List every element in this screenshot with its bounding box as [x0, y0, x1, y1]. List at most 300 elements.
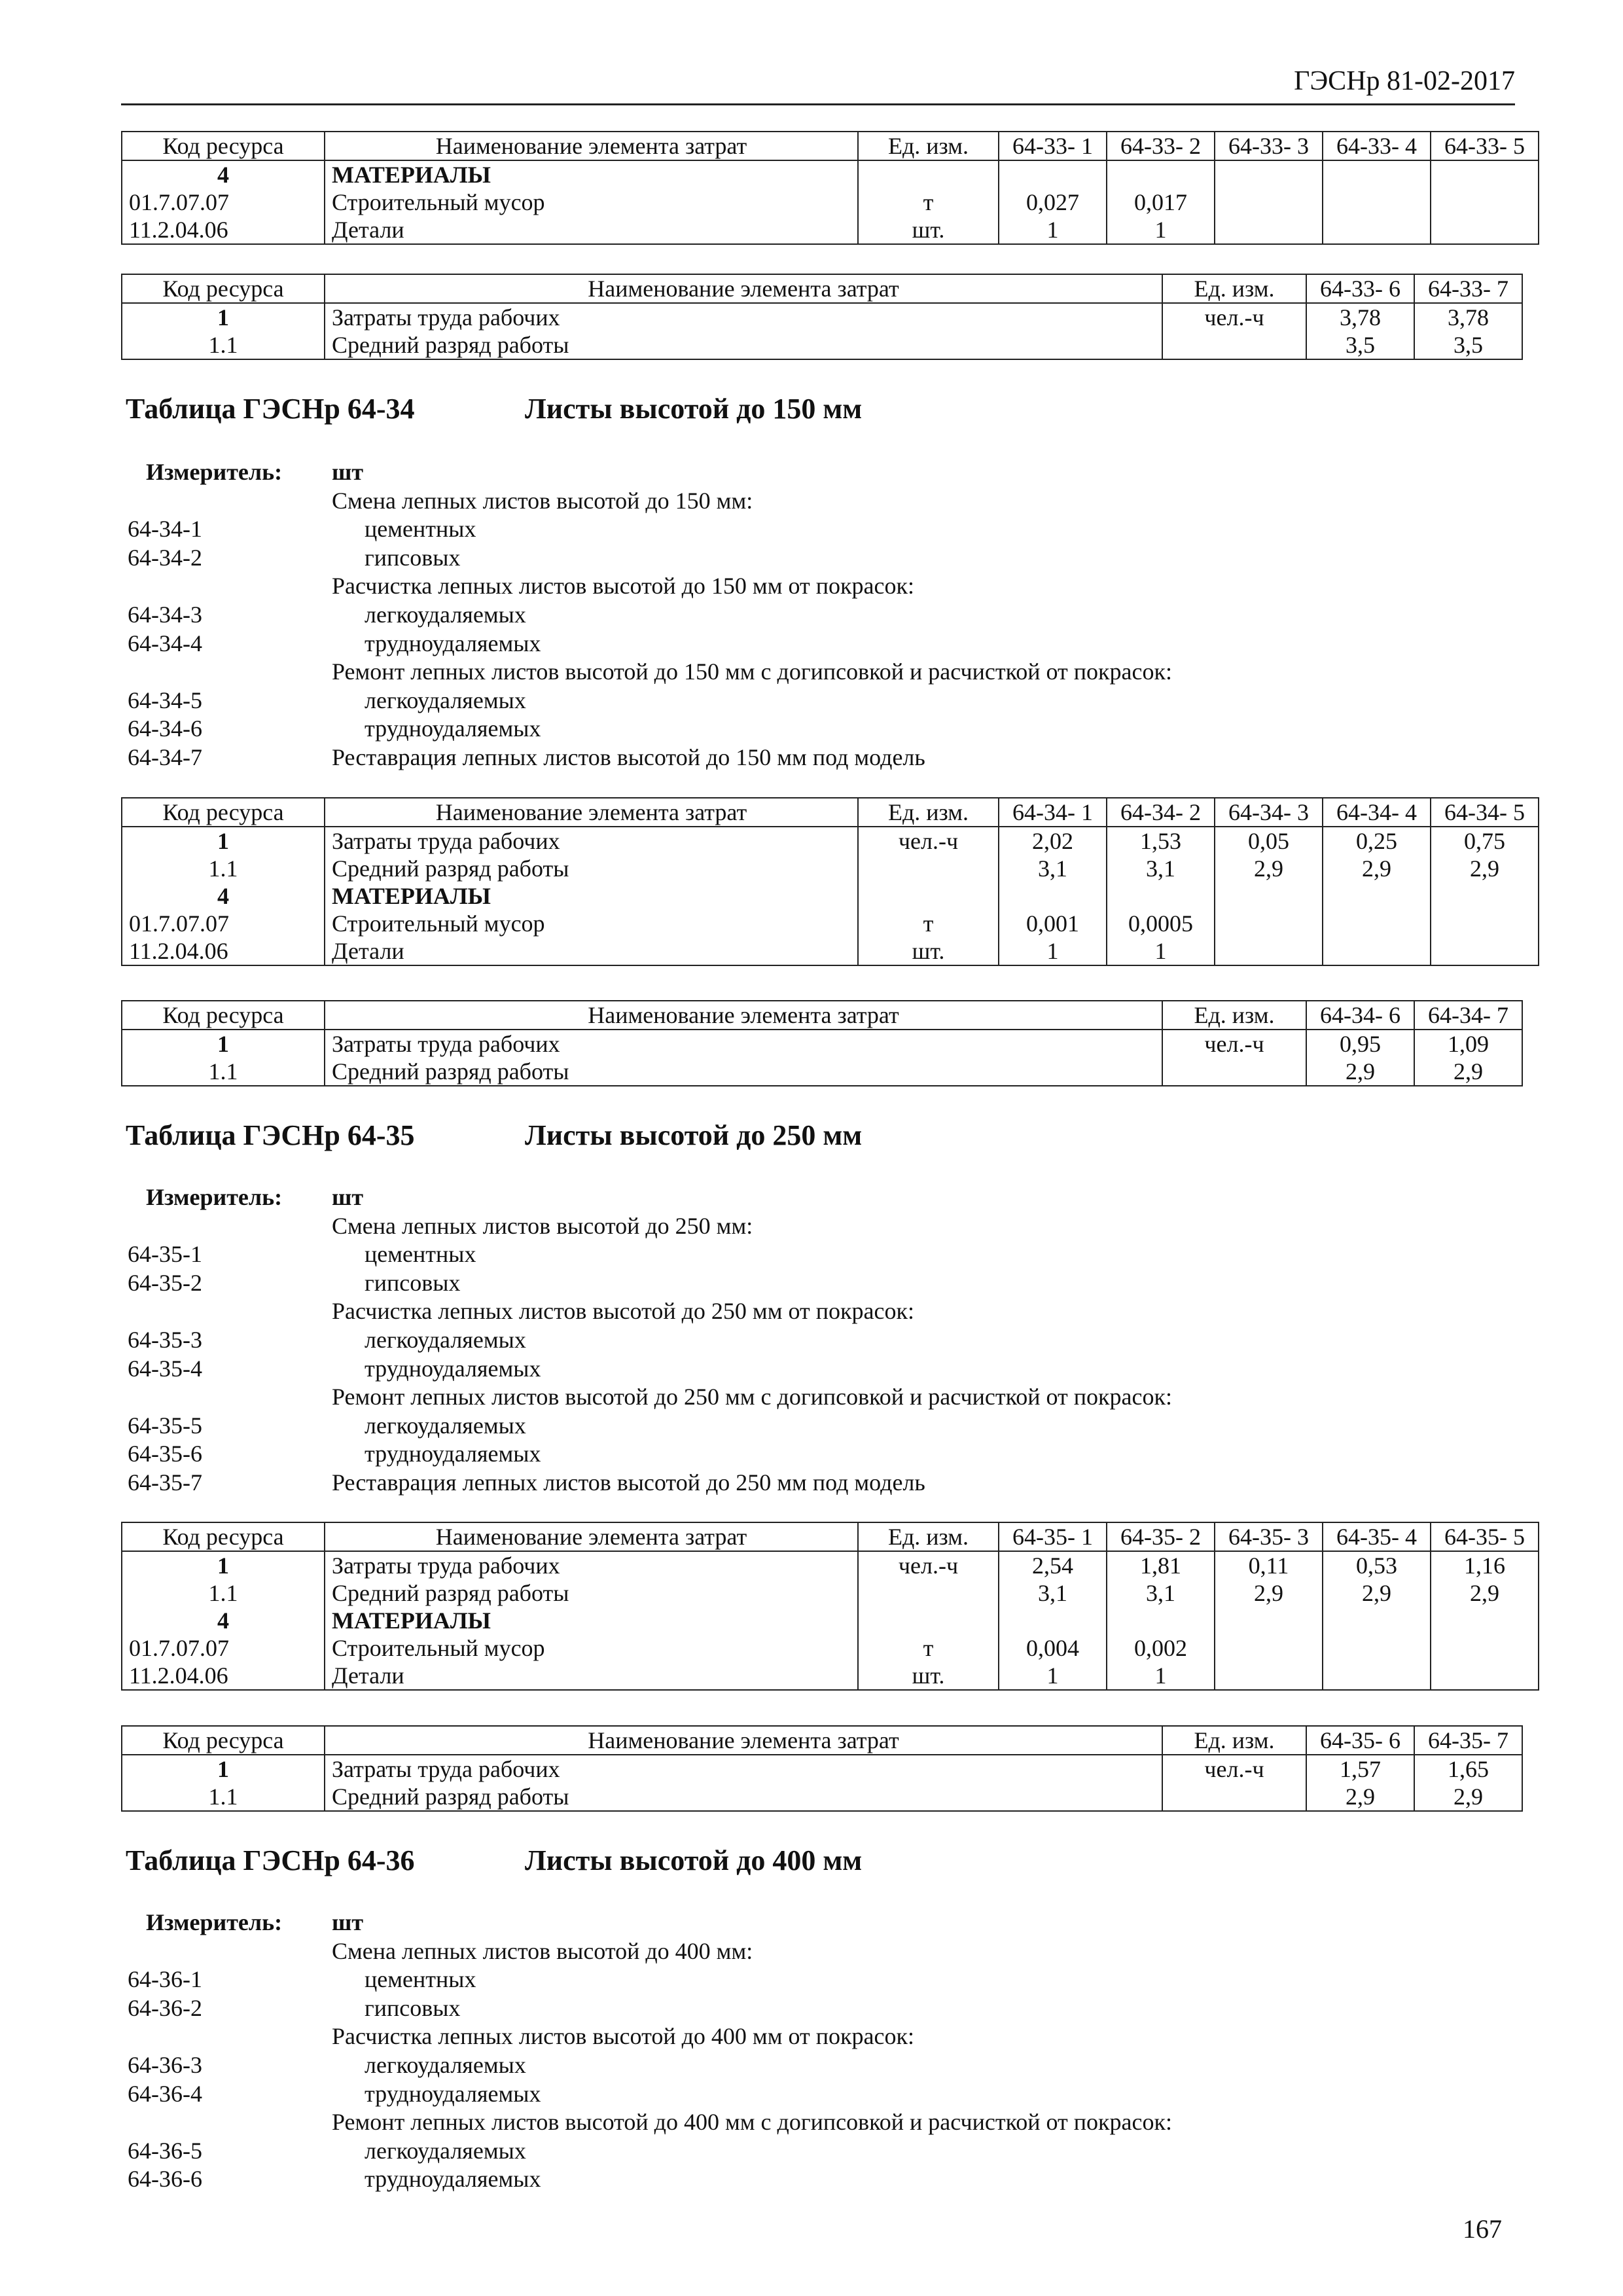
table-cell: Затраты труда рабочих — [325, 827, 858, 855]
table-cell: Строительный мусор — [325, 1634, 858, 1662]
page-header: ГЭСНр 81-02-2017 — [121, 65, 1515, 105]
norm-code: 64-36-2 — [128, 1994, 202, 2021]
table-row — [122, 331, 1522, 359]
table-cell: 11.2.04.06 — [122, 216, 325, 244]
table-row — [122, 303, 1522, 331]
table-cell — [1431, 160, 1539, 188]
description-line — [128, 487, 1502, 516]
table-cell: 3,78 — [1306, 303, 1414, 331]
table-name: Листы высотой до 250 мм — [525, 1119, 863, 1151]
resource-table-64-34-part1 — [121, 797, 1539, 966]
norm-code: 64-35-1 — [128, 1241, 202, 1268]
norm-code: 64-35-7 — [128, 1469, 202, 1496]
description-line — [128, 2137, 1502, 2166]
column-header: Ед. изм. — [858, 798, 999, 827]
column-header: Код ресурса — [122, 274, 325, 303]
column-header: 64-34- 6 — [1306, 1001, 1414, 1030]
norm-code: 64-36-1 — [128, 1966, 202, 1993]
table-cell: Средний разряд работы — [325, 1783, 1162, 1811]
table-cell: 2,9 — [1431, 855, 1539, 882]
table-row — [122, 1030, 1522, 1058]
norm-description: легкоудаляемых — [365, 1326, 526, 1353]
table-cell — [999, 1607, 1107, 1634]
table-cell — [1431, 216, 1539, 244]
table-cell: чел.-ч — [858, 827, 999, 855]
column-header: Ед. изм. — [858, 132, 999, 160]
table-cell — [1215, 910, 1323, 937]
table-cell: 0,001 — [999, 910, 1107, 937]
table-row — [122, 1662, 1539, 1690]
norm-description: трудноудаляемых — [365, 715, 541, 742]
table-cell — [1215, 1634, 1323, 1662]
table-cell: 0,95 — [1306, 1030, 1414, 1058]
norm-code: 64-34-4 — [128, 630, 202, 656]
column-header: 64-35- 3 — [1215, 1522, 1323, 1551]
description-line — [128, 687, 1502, 715]
description-line — [128, 1269, 1502, 1298]
norm-description: цементных — [365, 1966, 476, 1993]
table-cell — [1215, 160, 1323, 188]
table-cell — [1323, 1662, 1431, 1690]
table-cell — [858, 1607, 999, 1634]
description-line — [128, 2022, 1502, 2051]
table-cell: 1 — [122, 1030, 325, 1058]
norm-code: 64-34-7 — [128, 744, 202, 770]
table-header-row — [122, 798, 1539, 827]
column-header: 64-35- 4 — [1323, 1522, 1431, 1551]
table-cell — [1323, 1607, 1431, 1634]
section-description-64-34 — [128, 458, 1502, 772]
norm-code: 64-34-2 — [128, 544, 202, 571]
table-row — [122, 855, 1539, 882]
table-row — [122, 827, 1539, 855]
measure-label: Измеритель: — [146, 1909, 283, 1935]
column-header: Наименование элемента затрат — [325, 1001, 1162, 1030]
table-cell — [999, 882, 1107, 910]
table-cell — [858, 160, 999, 188]
table-cell: 0,25 — [1323, 827, 1431, 855]
norm-description: Ремонт лепных листов высотой до 150 мм с догипсовкой и расчисткой от покрасок: — [332, 658, 1172, 685]
table-cell: 0,002 — [1107, 1634, 1215, 1662]
table-cell: чел.-ч — [1162, 1755, 1306, 1783]
description-line — [128, 1994, 1502, 2023]
table-cell: 2,9 — [1414, 1058, 1522, 1086]
table-cell: 0,75 — [1431, 827, 1539, 855]
table-cell — [858, 855, 999, 882]
column-header: Код ресурса — [122, 132, 325, 160]
table-cell — [1323, 1634, 1431, 1662]
table-cell: 4 — [122, 160, 325, 188]
norm-code: 64-35-5 — [128, 1412, 202, 1439]
table-header-row — [122, 132, 1539, 160]
resource-table-64-35-part1 — [121, 1522, 1539, 1691]
column-header: 64-33- 6 — [1306, 274, 1414, 303]
table-cell: 3,1 — [1107, 1579, 1215, 1607]
section-description-64-36 — [128, 1909, 1502, 2194]
section-title-64-35 — [126, 1119, 863, 1152]
norm-code: 64-34-6 — [128, 715, 202, 742]
table-cell: 1,16 — [1431, 1551, 1539, 1579]
table-cell — [1323, 188, 1431, 216]
column-header: Код ресурса — [122, 798, 325, 827]
table-cell: 2,9 — [1323, 855, 1431, 882]
table-cell: Детали — [325, 1662, 858, 1690]
table-cell: 0,11 — [1215, 1551, 1323, 1579]
table-row — [122, 1607, 1539, 1634]
table-row — [122, 1634, 1539, 1662]
table-cell: Средний разряд работы — [325, 1058, 1162, 1086]
table-cell: 11.2.04.06 — [122, 937, 325, 965]
column-header: Код ресурса — [122, 1726, 325, 1755]
table-cell: 3,1 — [1107, 855, 1215, 882]
column-header: Ед. изм. — [858, 1522, 999, 1551]
description-line — [128, 658, 1502, 687]
table-cell: 2,9 — [1306, 1783, 1414, 1811]
description-line — [128, 1965, 1502, 1994]
measure-row — [128, 1909, 1502, 1937]
table-cell: Затраты труда рабочих — [325, 1755, 1162, 1783]
measure-row — [128, 1183, 1502, 1212]
page-number: 167 — [1463, 2214, 1502, 2244]
description-line — [128, 1212, 1502, 1241]
norm-description: Реставрация лепных листов высотой до 150 мм под модель — [332, 744, 925, 770]
table-cell: 3,5 — [1414, 331, 1522, 359]
table-cell: 2,02 — [999, 827, 1107, 855]
table-cell: 1 — [122, 827, 325, 855]
column-header: 64-34- 4 — [1323, 798, 1431, 827]
table-cell: 3,78 — [1414, 303, 1522, 331]
norm-description: легкоудаляемых — [365, 687, 526, 713]
norm-code: 64-34-3 — [128, 601, 202, 628]
table-label: Таблица ГЭСНр 64-35 — [126, 1119, 415, 1151]
table-cell: 2,54 — [999, 1551, 1107, 1579]
column-header: 64-35- 2 — [1107, 1522, 1215, 1551]
table-row — [122, 1058, 1522, 1086]
norm-description: легкоудаляемых — [365, 2051, 526, 2078]
description-line — [128, 1326, 1502, 1355]
norm-description: трудноудаляемых — [365, 2080, 541, 2107]
table-cell: 1.1 — [122, 855, 325, 882]
table-cell: 0,05 — [1215, 827, 1323, 855]
table-cell — [1107, 160, 1215, 188]
column-header: 64-34- 2 — [1107, 798, 1215, 827]
table-cell: чел.-ч — [858, 1551, 999, 1579]
measure-row — [128, 458, 1502, 487]
norm-code: 64-36-5 — [128, 2137, 202, 2164]
norm-description: трудноудаляемых — [365, 630, 541, 656]
column-header: Ед. изм. — [1162, 274, 1306, 303]
table-cell — [1215, 188, 1323, 216]
table-cell: 4 — [122, 1607, 325, 1634]
table-cell: Затраты труда рабочих — [325, 1551, 858, 1579]
norm-code: 64-35-6 — [128, 1441, 202, 1467]
table-cell: чел.-ч — [1162, 1030, 1306, 1058]
column-header: 64-33- 1 — [999, 132, 1107, 160]
column-header: 64-33- 3 — [1215, 132, 1323, 160]
column-header: 64-34- 7 — [1414, 1001, 1522, 1030]
norm-description: Смена лепных листов высотой до 150 мм: — [332, 487, 753, 514]
table-cell: 1 — [999, 1662, 1107, 1690]
column-header: 64-35- 7 — [1414, 1726, 1522, 1755]
column-header: Наименование элемента затрат — [325, 798, 858, 827]
table-cell — [1431, 1634, 1539, 1662]
table-cell — [1215, 937, 1323, 965]
column-header: 64-33- 4 — [1323, 132, 1431, 160]
measure-value: шт — [332, 1184, 364, 1210]
norm-description: Смена лепных листов высотой до 400 мм: — [332, 1937, 753, 1964]
norm-description: Расчистка лепных листов высотой до 400 мм от покрасок: — [332, 2023, 914, 2050]
norm-description: Смена лепных листов высотой до 250 мм: — [332, 1212, 753, 1239]
table-row — [122, 910, 1539, 937]
table-header-row — [122, 274, 1522, 303]
table-cell: Детали — [325, 937, 858, 965]
norm-code: 64-35-4 — [128, 1355, 202, 1382]
table-cell: 0,53 — [1323, 1551, 1431, 1579]
table-cell — [1162, 331, 1306, 359]
column-header: Ед. изм. — [1162, 1726, 1306, 1755]
table-cell: 1 — [122, 1755, 325, 1783]
table-cell: шт. — [858, 1662, 999, 1690]
table-cell: 01.7.07.07 — [122, 1634, 325, 1662]
norm-description: трудноудаляемых — [365, 1355, 541, 1382]
description-line — [128, 601, 1502, 630]
column-header: Наименование элемента затрат — [325, 132, 858, 160]
table-cell: 2,9 — [1215, 855, 1323, 882]
table-cell: 1 — [1107, 216, 1215, 244]
table-cell — [1323, 216, 1431, 244]
table-cell: чел.-ч — [1162, 303, 1306, 331]
table-cell — [858, 1579, 999, 1607]
norm-description: Ремонт лепных листов высотой до 250 мм с догипсовкой и расчисткой от покрасок: — [332, 1384, 1172, 1410]
norm-description: цементных — [365, 516, 476, 543]
column-header: 64-35- 5 — [1431, 1522, 1539, 1551]
table-row — [122, 882, 1539, 910]
description-line — [128, 544, 1502, 573]
column-header: Наименование элемента затрат — [325, 1522, 858, 1551]
description-line — [128, 572, 1502, 601]
table-cell: 1 — [1107, 937, 1215, 965]
table-cell — [1215, 882, 1323, 910]
description-line — [128, 1297, 1502, 1326]
measure-label: Измеритель: — [146, 459, 283, 485]
table-row — [122, 1579, 1539, 1607]
section-description-64-35 — [128, 1183, 1502, 1498]
table-cell — [1431, 188, 1539, 216]
table-cell: 0,0005 — [1107, 910, 1215, 937]
description-line — [128, 1469, 1502, 1498]
norm-description: гипсовых — [365, 1269, 461, 1296]
table-cell: шт. — [858, 937, 999, 965]
table-cell: 1,09 — [1414, 1030, 1522, 1058]
norm-description: гипсовых — [365, 544, 461, 571]
description-line — [128, 2051, 1502, 2080]
table-cell — [1107, 882, 1215, 910]
table-row — [122, 188, 1539, 216]
table-cell: 1 — [999, 216, 1107, 244]
table-cell: т — [858, 188, 999, 216]
resource-table-64-33-part1 — [121, 131, 1539, 245]
norm-description: легкоудаляемых — [365, 2137, 526, 2164]
table-cell: Затраты труда рабочих — [325, 1030, 1162, 1058]
description-line — [128, 1355, 1502, 1384]
table-cell: 1 — [1107, 1662, 1215, 1690]
table-name: Листы высотой до 400 мм — [525, 1844, 863, 1876]
column-header: 64-34- 1 — [999, 798, 1107, 827]
table-cell — [1431, 937, 1539, 965]
description-line — [128, 1412, 1502, 1441]
column-header: 64-33- 2 — [1107, 132, 1215, 160]
table-row — [122, 1551, 1539, 1579]
table-label: Таблица ГЭСНр 64-34 — [126, 393, 415, 425]
table-cell: 3,1 — [999, 1579, 1107, 1607]
table-cell — [1323, 160, 1431, 188]
table-header-row — [122, 1726, 1522, 1755]
norm-description: Расчистка лепных листов высотой до 150 мм от покрасок: — [332, 573, 914, 600]
table-cell: Средний разряд работы — [325, 855, 858, 882]
table-cell: Детали — [325, 216, 858, 244]
norm-code: 64-35-3 — [128, 1326, 202, 1353]
norm-description: гипсовых — [365, 1994, 461, 2021]
column-header: Ед. изм. — [1162, 1001, 1306, 1030]
description-line — [128, 2080, 1502, 2109]
table-cell: 1,65 — [1414, 1755, 1522, 1783]
norm-description: цементных — [365, 1241, 476, 1268]
table-cell: МАТЕРИАЛЫ — [325, 882, 858, 910]
table-header-row — [122, 1522, 1539, 1551]
norm-description: Реставрация лепных листов высотой до 250 мм под модель — [332, 1469, 925, 1496]
table-cell: 1,81 — [1107, 1551, 1215, 1579]
measure-label: Измеритель: — [146, 1184, 283, 1210]
section-title-64-34 — [126, 393, 863, 425]
table-cell: 1.1 — [122, 1579, 325, 1607]
table-cell — [1323, 882, 1431, 910]
description-line — [128, 2108, 1502, 2137]
table-cell: 2,9 — [1414, 1783, 1522, 1811]
description-line — [128, 515, 1502, 544]
table-cell — [858, 882, 999, 910]
column-header: 64-35- 1 — [999, 1522, 1107, 1551]
table-cell: Средний разряд работы — [325, 1579, 858, 1607]
table-cell: 0,017 — [1107, 188, 1215, 216]
table-cell — [1162, 1058, 1306, 1086]
table-cell: 2,9 — [1431, 1579, 1539, 1607]
table-cell: Затраты труда рабочих — [325, 303, 1162, 331]
table-header-row — [122, 1001, 1522, 1030]
table-cell — [1431, 882, 1539, 910]
measure-value: шт — [332, 459, 364, 485]
table-cell: 4 — [122, 882, 325, 910]
table-row — [122, 160, 1539, 188]
table-cell: МАТЕРИАЛЫ — [325, 160, 858, 188]
table-cell: т — [858, 910, 999, 937]
column-header: Наименование элемента затрат — [325, 274, 1162, 303]
table-cell: 1 — [122, 303, 325, 331]
norm-code: 64-34-1 — [128, 516, 202, 543]
table-cell — [1431, 1607, 1539, 1634]
table-cell: Строительный мусор — [325, 910, 858, 937]
norm-description: трудноудаляемых — [365, 2166, 541, 2193]
description-line — [128, 1937, 1502, 1966]
table-cell — [1323, 937, 1431, 965]
table-cell: 2,9 — [1215, 1579, 1323, 1607]
norm-description: легкоудаляемых — [365, 601, 526, 628]
column-header: 64-34- 5 — [1431, 798, 1539, 827]
table-cell: 1.1 — [122, 331, 325, 359]
table-cell: 0,027 — [999, 188, 1107, 216]
section-title-64-36 — [126, 1844, 863, 1877]
table-cell — [1215, 1607, 1323, 1634]
table-row — [122, 937, 1539, 965]
table-name: Листы высотой до 150 мм — [525, 393, 863, 425]
table-cell: 01.7.07.07 — [122, 910, 325, 937]
column-header: Наименование элемента затрат — [325, 1726, 1162, 1755]
norm-code: 64-36-6 — [128, 2166, 202, 2193]
table-cell — [1215, 1662, 1323, 1690]
table-cell: 1.1 — [122, 1783, 325, 1811]
table-cell: 3,1 — [999, 855, 1107, 882]
column-header: Код ресурса — [122, 1522, 325, 1551]
column-header: 64-33- 5 — [1431, 132, 1539, 160]
table-cell: 1.1 — [122, 1058, 325, 1086]
resource-table-64-34-part2 — [121, 1000, 1523, 1086]
norm-code: 64-36-3 — [128, 2051, 202, 2078]
table-row — [122, 1783, 1522, 1811]
table-cell: 0,004 — [999, 1634, 1107, 1662]
table-cell: Средний разряд работы — [325, 331, 1162, 359]
description-line — [128, 744, 1502, 772]
resource-table-64-33-part2 — [121, 274, 1523, 360]
table-cell — [1431, 1662, 1539, 1690]
description-line — [128, 2165, 1502, 2194]
table-cell: 01.7.07.07 — [122, 188, 325, 216]
measure-value: шт — [332, 1909, 364, 1935]
table-cell: т — [858, 1634, 999, 1662]
norm-description: легкоудаляемых — [365, 1412, 526, 1439]
norm-code: 64-34-5 — [128, 687, 202, 713]
table-cell: 11.2.04.06 — [122, 1662, 325, 1690]
norm-code: 64-35-2 — [128, 1269, 202, 1296]
column-header: 64-33- 7 — [1414, 274, 1522, 303]
table-cell: 1 — [999, 937, 1107, 965]
table-cell: шт. — [858, 216, 999, 244]
description-line — [128, 1440, 1502, 1469]
table-cell — [1323, 910, 1431, 937]
table-cell: 1,53 — [1107, 827, 1215, 855]
table-cell: 3,5 — [1306, 331, 1414, 359]
table-cell: 2,9 — [1323, 1579, 1431, 1607]
table-cell: 1 — [122, 1551, 325, 1579]
resource-table-64-35-part2 — [121, 1725, 1523, 1812]
table-row — [122, 1755, 1522, 1783]
norm-description: трудноудаляемых — [365, 1441, 541, 1467]
description-line — [128, 715, 1502, 744]
table-cell: 2,9 — [1306, 1058, 1414, 1086]
column-header: 64-34- 3 — [1215, 798, 1323, 827]
table-row — [122, 216, 1539, 244]
table-cell — [999, 160, 1107, 188]
table-label: Таблица ГЭСНр 64-36 — [126, 1844, 415, 1876]
norm-code: 64-36-4 — [128, 2080, 202, 2107]
norm-description: Расчистка лепных листов высотой до 250 мм от покрасок: — [332, 1298, 914, 1325]
table-cell: МАТЕРИАЛЫ — [325, 1607, 858, 1634]
table-cell — [1162, 1783, 1306, 1811]
table-cell: Строительный мусор — [325, 188, 858, 216]
description-line — [128, 1383, 1502, 1412]
table-cell: 1,57 — [1306, 1755, 1414, 1783]
table-cell — [1431, 910, 1539, 937]
table-cell — [1215, 216, 1323, 244]
description-line — [128, 630, 1502, 658]
